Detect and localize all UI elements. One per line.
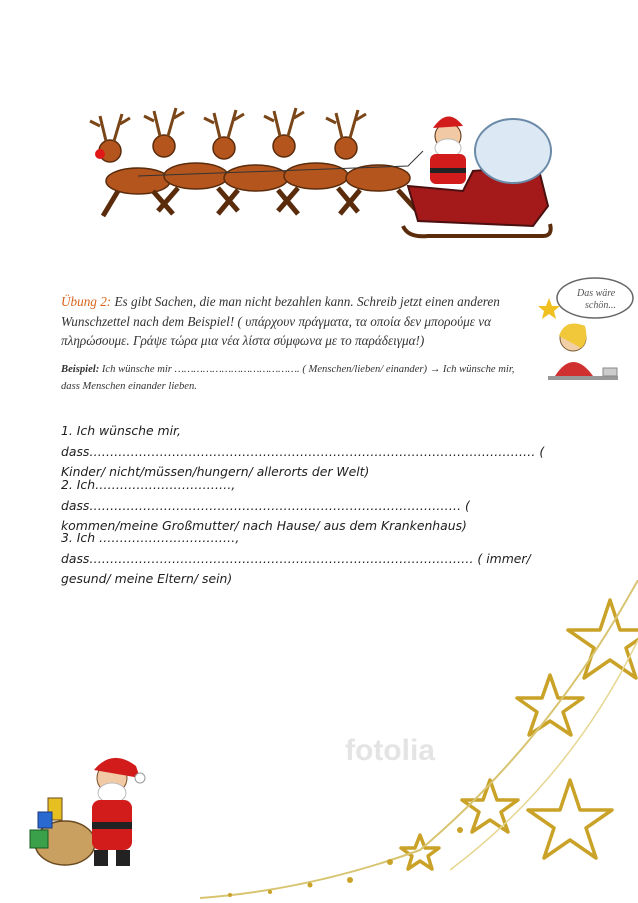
santa-sleigh-reindeer-illustration: [78, 96, 553, 246]
example-block: [61, 362, 523, 395]
task-2: 2. Ich……………………………, dass……………………………………………………………………………… ( kommen/meine Großmutter/ nach Hause/ aus dem Krankenhaus): [61, 477, 470, 533]
santa-with-gifts-illustration: [20, 748, 150, 873]
example-label: Beispiel:: [61, 364, 100, 375]
task-1: 1. Ich wünsche mir, dass……………………………………………………………………………………………… ( Kinder/ nicht/müssen/hungern/ allerorts der Welt): [61, 423, 545, 479]
speech-bubble-text-line1: Das wäre: [577, 288, 616, 299]
dreaming-girl-illustration: [533, 276, 638, 384]
speech-bubble-text-line2: schön...: [585, 300, 616, 311]
task-3: 3. Ich ……………………………, dass………………………………………………………………………………… ( immer/ gesund/ meine Eltern/ sein): [61, 530, 531, 586]
gold-stars-decoration: [190, 580, 638, 903]
instruction-text: Es gibt Sachen, die man nicht bezahlen kann. Schreib jetzt einen anderen Wunschzettel nach dem Beispiel! ( υπάρχουν πράγματα, τα οποία δεν μπορούμε να πληρώσουμε. Γράψε τώρα μια νέα λίστα σύμφωνα με το παράδειγμα!): [61, 294, 500, 348]
exercise-instructions: [61, 292, 531, 351]
example-text: Ich wünsche mir …………………………………. ( Menschen/lieben/ einander) → Ich wünsche mir, dass Menschen einander lieben.: [61, 364, 515, 392]
fotolia-watermark: fotolia: [345, 734, 435, 767]
exercise-label: Übung 2:: [61, 294, 112, 309]
